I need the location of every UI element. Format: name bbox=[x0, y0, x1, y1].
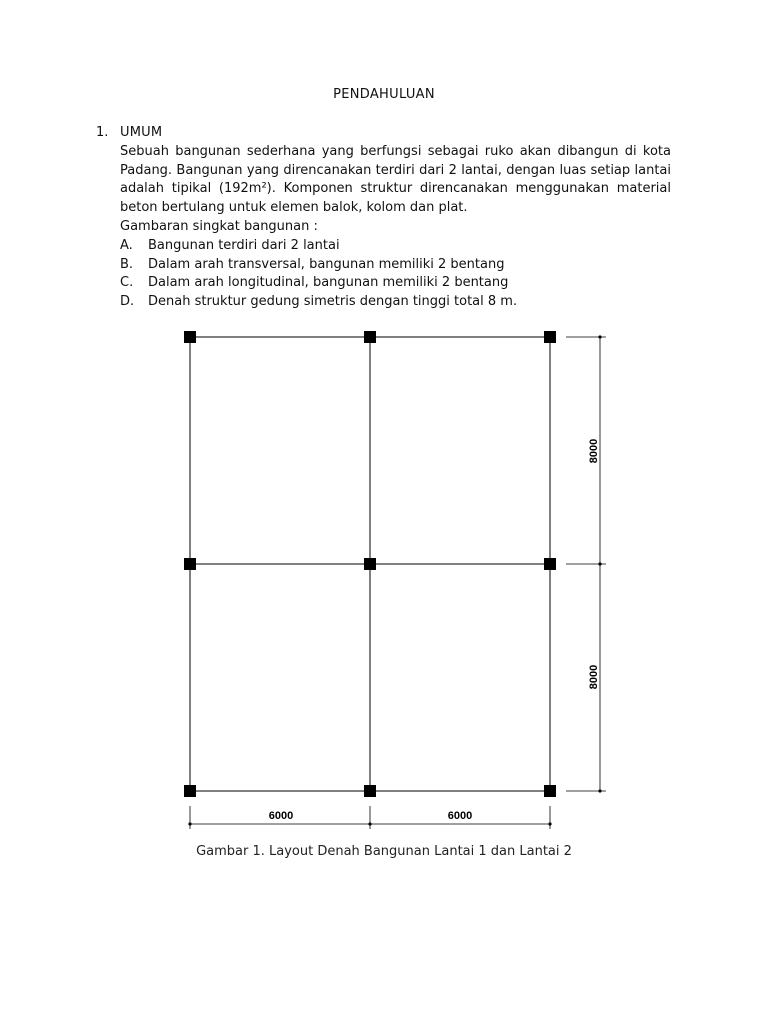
column-marker bbox=[364, 331, 376, 343]
column-marker bbox=[544, 331, 556, 343]
page-title: PENDAHULUAN bbox=[333, 87, 435, 102]
dimension-label-right: 6000 bbox=[447, 810, 473, 822]
list-text: Dalam arah transversal, bangunan memiliki 2 bentang bbox=[148, 256, 505, 272]
intro-paragraph: Sebuah bangunan sederhana yang berfungsi sebagai ruko akan dibangun di kota Padang. Bangunan yang direncanakan terdiri dari 2 lantai, dengan luas setiap lantai adalah tipikal (192m²). Komponen struktur direncanakan menggunakan material beton bertulang untuk elemen balok, kolom dan plat. bbox=[120, 143, 671, 216]
dimension-tick bbox=[188, 822, 191, 825]
column-marker bbox=[364, 785, 376, 797]
dimension-tick bbox=[598, 335, 601, 338]
dimension-tick bbox=[368, 822, 371, 825]
column-marker bbox=[544, 785, 556, 797]
list-letter: D. bbox=[120, 294, 135, 310]
section-title: UMUM bbox=[120, 125, 163, 140]
list-letter: C. bbox=[120, 275, 134, 291]
dimension-label-bottom: 8000 bbox=[588, 664, 600, 690]
list-letter: A. bbox=[120, 237, 133, 253]
dimension-label-left: 6000 bbox=[268, 810, 294, 822]
column-marker bbox=[184, 558, 196, 570]
column-marker bbox=[544, 558, 556, 570]
column-marker bbox=[364, 558, 376, 570]
dimension-label-top: 8000 bbox=[588, 438, 600, 464]
list-text: Bangunan terdiri dari 2 lantai bbox=[148, 237, 340, 253]
dimension-tick bbox=[598, 789, 601, 792]
list-letter: B. bbox=[120, 256, 134, 272]
column-marker bbox=[184, 331, 196, 343]
dimension-tick bbox=[598, 562, 601, 565]
figure-caption: Gambar 1. Layout Denah Bangunan Lantai 1 dan Lantai 2 bbox=[196, 844, 572, 859]
list-text: Dalam arah longitudinal, bangunan memiliki 2 bentang bbox=[148, 275, 509, 291]
overview-intro: Gambaran singkat bangunan : bbox=[120, 218, 318, 234]
list-text: Denah struktur gedung simetris dengan tinggi total 8 m. bbox=[148, 294, 518, 310]
column-marker bbox=[184, 785, 196, 797]
dimension-tick bbox=[548, 822, 551, 825]
section-number: 1. bbox=[96, 125, 109, 140]
